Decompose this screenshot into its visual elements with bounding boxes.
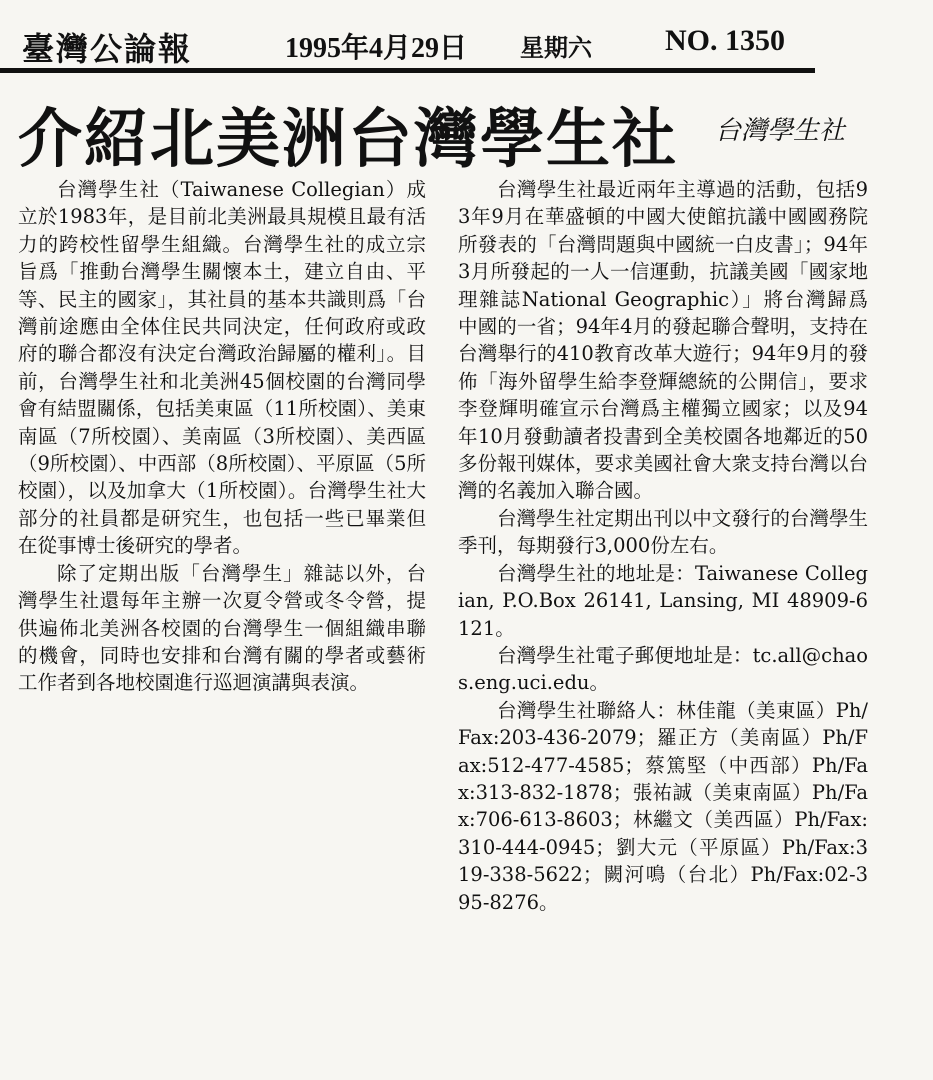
contacts-paragraph: 台灣學生社聯絡人：林佳龍（美東區）Ph/Fax:203-436-2079；羅正方（美南區）Ph/Fax:512-477-4585；蔡篤堅（中西部）Ph/Fax:313-832-1878；張祐誠（美東南區）Ph/Fax:706-613-8603；林繼文（美西區）Ph/Fax: 310-444-0945；劉大元（平原區）Ph/Fax:319-338-5622；闕河鳴（台北）Ph/Fax:02-395-8276。: [458, 698, 868, 914]
issue-weekday: 星期六: [520, 33, 592, 62]
article-paragraph: 台灣學生社（Taiwanese Collegian）成立於1983年，是目前北美洲最具規模且最有活力的跨校性留學生組織。台灣學生社的成立宗旨爲「推動台灣學生關懷本土，建立自由、平等、民主的國家」，其社員的基本共識則爲「台灣前途應由全体住民共同決定，任何政府或政府的聯合都沒有決定台灣政治歸屬的權利」。目前，台灣學生社和北美洲45個校園的台灣同學會有結盟關係，包括美東區（11所校園）、美東南區（7所校園）、美南區（3所校園）、美西區（9所校園）、中西部（8所校園）、平原區（5所校園），以及加拿大（1所校園）。台灣學生社大部分的社員都是研究生，也包括一些已畢業但在從事博士後研究的學者。: [18, 178, 426, 558]
issue-number: NO. 1350: [665, 24, 785, 57]
masthead-rule: [0, 68, 815, 73]
article-column-left: [18, 176, 426, 697]
email-paragraph: 台灣學生社電子郵便地址是：tc.all@chaos.eng.uci.edu。: [458, 643, 868, 695]
issue-date: 1995年4月29日: [285, 33, 468, 64]
article-paragraph: 除了定期出版「台灣學生」雜誌以外，台灣學生社還每年主辦一次夏令營或冬令營，提供遍佈北美洲各校園的台灣學生一個組織串聯的機會，同時也安排和台灣有關的學者或藝術工作者到各地校園進行巡迴演講與表演。: [18, 561, 426, 695]
article-headline: 介紹北美洲台灣學生社: [18, 103, 678, 177]
address-paragraph: 台灣學生社的地址是：Taiwanese Collegian, P.O.Box 26141, Lansing, MI 48909-6121。: [458, 561, 868, 640]
newspaper-name: 臺灣公論報: [22, 30, 193, 68]
article-byline: 台灣學生社: [715, 116, 846, 146]
article-paragraph: 台灣學生社定期出刊以中文發行的台灣學生季刊，每期發行3,000份左右。: [458, 506, 868, 558]
article-paragraph: 台灣學生社最近兩年主導過的活動，包括93年9月在華盛頓的中國大使館抗議中國國務院所發表的「台灣問題與中國統一白皮書」；94年3月所發起的一人一信運動，抗議美國「國家地理雜誌National Geographic）」將台灣歸爲中國的一省；94年4月的發起聯合聲明，支持在台灣舉行的410教育改革大遊行；94年9月的發佈「海外留學生給李登輝總統的公開信」，要求李登輝明確宣示台灣爲主權獨立國家；以及94年10月發動讀者投書到全美校園各地鄰近的50多份報刊媒体，要求美國社會大衆支持台灣以台灣的名義加入聯合國。: [458, 178, 868, 503]
article-column-right: [458, 176, 868, 916]
masthead: [0, 0, 933, 75]
